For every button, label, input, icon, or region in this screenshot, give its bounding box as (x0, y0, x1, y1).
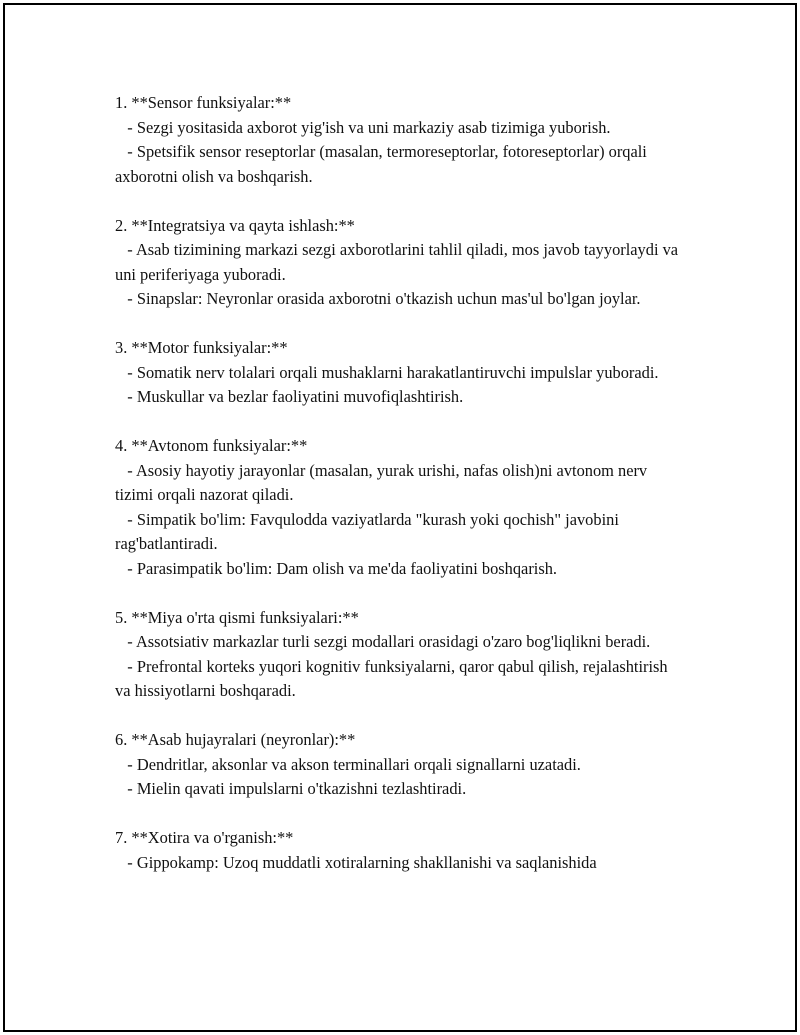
list-item: - Gippokamp: Uzoq muddatli xotiralarning shakllanishi va saqlanishida (115, 852, 597, 872)
list-item: - Assotsiativ markazlar turli sezgi modallari orasidagi o'zaro bog'liqlikni beradi. (115, 632, 651, 651)
section-heading: 7. **Xotira va o'rganish:** (115, 828, 294, 847)
section-sensor-functions (115, 91, 685, 189)
list-item: - Prefrontal korteks yuqori kognitiv funksiyalarni, qaror qabul qilish, rejalashtirish va hissiyotlarni boshqaradi. (115, 656, 672, 700)
document-body (115, 91, 685, 900)
list-item: - Somatik nerv tolalari orqali mushaklarni harakatlantiruvchi impulslar yuboradi. (115, 362, 659, 382)
list-item: - Mielin qavati impulslarni o'tkazishni tezlashtiradi. (115, 779, 467, 798)
section-integration (115, 214, 685, 312)
section-midbrain-functions (115, 606, 685, 704)
section-heading: 2. **Integratsiya va qayta ishlash:** (115, 215, 355, 235)
section-heading: 4. **Avtonom funksiyalar:** (115, 436, 308, 455)
list-item: - Sezgi yositasida axborot yig'ish va uni markaziy asab tizimiga yuborish. (115, 117, 611, 137)
list-item: - Muskullar va bezlar faoliyatini muvofiqlashtirish. (115, 387, 464, 406)
list-item: - Asosiy hayotiy jarayonlar (masalan, yurak urishi, nafas olish)ni avtonom nerv tizimi orqali nazorat qiladi. (115, 460, 652, 504)
section-heading: 3. **Motor funksiyalar:** (115, 338, 288, 357)
list-item: - Dendritlar, aksonlar va akson terminallari orqali signallarni uzatadi. (115, 754, 581, 774)
section-heading: 6. **Asab hujayralari (neyronlar):** (115, 730, 356, 749)
section-motor-functions (115, 336, 685, 410)
list-item: - Simpatik bo'lim: Favqulodda vaziyatlarda "kurash yoki qochish" javobini rag'batlantiradi. (115, 509, 623, 553)
section-heading: 5. **Miya o'rta qismi funksiyalari:** (115, 607, 359, 627)
section-neurons (115, 728, 685, 802)
list-item: - Parasimpatik bo'lim: Dam olish va me'da faoliyatini boshqarish. (115, 558, 558, 578)
section-heading: 1. **Sensor funksiyalar:** (115, 93, 292, 112)
list-item: - Asab tizimining markazi sezgi axborotlarini tahlil qiladi, mos javob tayyorlaydi va uni periferiyaga yuboradi. (115, 240, 683, 284)
section-autonomic-functions (115, 434, 685, 581)
list-item: - Sinapslar: Neyronlar orasida axborotni o'tkazish uchun mas'ul bo'lgan joylar. (115, 289, 641, 308)
section-memory-learning (115, 826, 685, 875)
list-item: - Spetsifik sensor reseptorlar (masalan, termoreseptorlar, fotoreseptorlar) orqali axborotni olish va boshqarish. (115, 142, 651, 186)
